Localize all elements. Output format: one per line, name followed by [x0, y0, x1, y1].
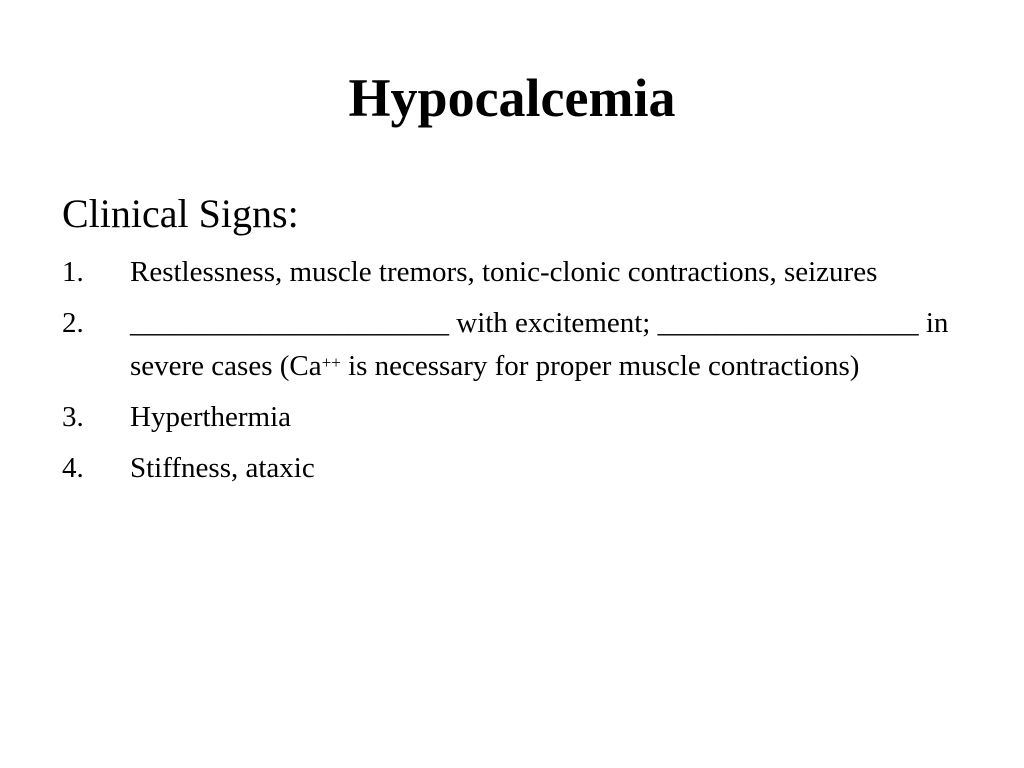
fill-in-blank-2: __________________	[657, 307, 919, 339]
list-item	[62, 396, 962, 439]
list-item-text: Hyperthermia	[130, 401, 292, 433]
fill-in-blank-1: ______________________	[130, 307, 449, 339]
slide-subtitle: Clinical Signs:	[62, 191, 299, 236]
list-item-number: 3.	[62, 401, 84, 433]
list-item-text-c: is necessary for proper muscle contractions)	[340, 350, 860, 382]
list-item-number: 2.	[62, 307, 84, 339]
list-item-text-a: with excitement;	[449, 307, 658, 339]
slide-title: Hypocalcemia	[348, 68, 676, 128]
list-item	[62, 447, 962, 490]
list-item	[62, 251, 962, 294]
list-item	[62, 302, 962, 388]
calcium-charge-superscript: ++	[321, 353, 341, 372]
list-item-text: Stiffness, ataxic	[130, 452, 315, 484]
list-item-number: 1.	[62, 256, 84, 288]
list-item-number: 4.	[62, 452, 84, 484]
list-item-text-b: in severe cases (Ca	[130, 307, 949, 382]
clinical-signs-list	[62, 251, 962, 498]
list-item-text: Restlessness, muscle tremors, tonic-clonic contractions, seizures	[130, 256, 878, 288]
